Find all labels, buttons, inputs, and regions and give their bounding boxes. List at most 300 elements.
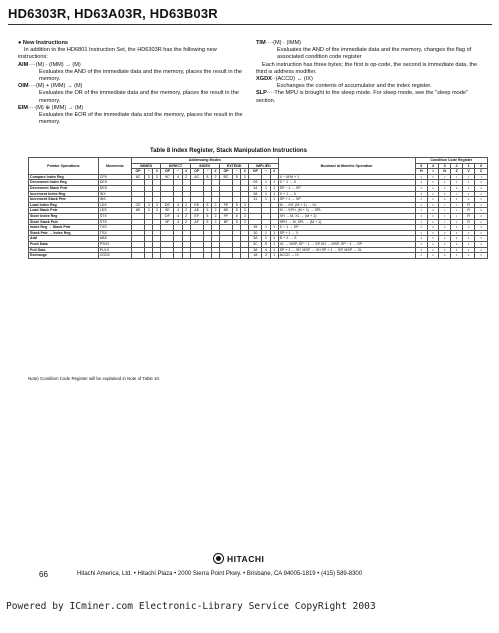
boolean-cell: ACCD ↔ IX xyxy=(278,253,415,259)
condition-code-cell: • xyxy=(427,197,438,203)
operation-cell: Load Stack Pntr xyxy=(29,208,99,214)
instruction-code: OIM xyxy=(18,83,29,90)
addressing-cell: 4 xyxy=(174,208,182,214)
operation-cell: Load Index Reg xyxy=(29,202,99,208)
header-sub-column: ~ xyxy=(203,169,211,175)
addressing-cell: 5 xyxy=(203,219,211,225)
addressing-cell: 3 xyxy=(145,208,153,214)
instruction-description: Evaluates the AND of the immediate data and the memory, places the result in the memory. xyxy=(39,68,242,83)
condition-code-cell: ↕ xyxy=(451,180,463,186)
addressing-cell: 08 xyxy=(249,191,262,197)
condition-code-cell: • xyxy=(415,191,427,197)
condition-code-cell: • xyxy=(475,185,488,191)
addressing-cell: 1 xyxy=(270,230,278,236)
hitachi-logo xyxy=(213,553,264,564)
boolean-cell: M → SPH, (M + 1) → SPL xyxy=(278,208,415,214)
condition-code-cell: • xyxy=(415,202,427,208)
condition-code-cell: • xyxy=(475,197,488,203)
addressing-cell: 5 xyxy=(233,213,241,219)
mnemonic-cell: XGDX xyxy=(98,253,131,259)
header-sub-column: # xyxy=(270,169,278,175)
instruction-formula: ····(M) ⊕ (IMM) → (M) xyxy=(27,104,84,111)
addressing-cell: 1 xyxy=(270,247,278,253)
operation-cell: Add xyxy=(29,236,99,242)
table-note: Note) Condition Code Register will be explained in Note of Table 10. xyxy=(28,376,161,381)
mnemonic-cell: CPX xyxy=(98,174,131,180)
addressing-cell: 3 xyxy=(145,174,153,180)
addressing-cell: 4 xyxy=(262,247,270,253)
operation-cell: Store Index Reg xyxy=(29,213,99,219)
condition-code-cell: • xyxy=(451,253,463,259)
condition-code-cell: • xyxy=(451,197,463,203)
addressing-cell: 3 xyxy=(241,174,249,180)
boolean-cell: X − 1 → X xyxy=(278,180,415,186)
boolean-cell: XH → M, XL → (M + 1) xyxy=(278,213,415,219)
header-mode: EXTEND xyxy=(219,163,248,169)
addressing-cell: BE xyxy=(219,208,232,214)
condition-code-cell: • xyxy=(427,219,438,225)
condition-code-cell: • xyxy=(427,236,438,242)
condition-code-cell: • xyxy=(439,197,451,203)
addressing-cell: 2 xyxy=(211,213,219,219)
addressing-cell xyxy=(219,253,232,259)
condition-code-cell: • xyxy=(415,180,427,186)
condition-code-cell: ↕ xyxy=(451,174,463,180)
addressing-cell: 35 xyxy=(249,225,262,231)
instruction-formula: ····The MPU is brought to the sleep mode. For sleep mode, see the "sleep mode" section. xyxy=(256,90,468,104)
header-sub-column: OP xyxy=(219,169,232,175)
condition-code-cell: • xyxy=(475,241,488,247)
addressing-cell: 4 xyxy=(174,174,182,180)
addressing-cell: 1 xyxy=(270,236,278,242)
addressing-cell: 09 xyxy=(249,180,262,186)
addressing-cell: 1 xyxy=(262,236,270,242)
addressing-cell xyxy=(132,253,145,259)
operation-cell: Increment Stack Pntr xyxy=(29,197,99,203)
header-sub-column: OP xyxy=(249,169,262,175)
addressing-cell: 5 xyxy=(233,202,241,208)
addressing-cell: 1 xyxy=(262,225,270,231)
addressing-cell xyxy=(211,253,219,259)
addressing-cell: 5 xyxy=(233,208,241,214)
header-sub-column: ~ xyxy=(145,169,153,175)
header-sub-column: OP xyxy=(132,169,145,175)
instruction-code: TIM xyxy=(256,40,266,46)
addressing-cell: 1 xyxy=(262,180,270,186)
addressing-cell: AF xyxy=(190,219,203,225)
addressing-cell: 3 xyxy=(153,174,161,180)
condition-code-cell: • xyxy=(462,185,474,191)
table-caption: Table 8 Index Register, Stack Manipulation Instructions xyxy=(150,148,307,154)
condition-code-cell: • xyxy=(451,247,463,253)
condition-code-cell: • xyxy=(415,185,427,191)
header-sub-column: ~ xyxy=(233,169,241,175)
addressing-cell xyxy=(145,253,153,259)
condition-code-cell: • xyxy=(475,191,488,197)
operation-cell: Index Reg → Stack Pntr xyxy=(29,225,99,231)
page-number: 66 xyxy=(39,570,48,579)
left-column xyxy=(18,40,246,126)
mnemonic-cell: STX xyxy=(98,213,131,219)
mnemonic-cell: LDS xyxy=(98,208,131,214)
page-title: HD6303R, HD63A03R, HD63B03R xyxy=(8,6,218,21)
instruction-formula: ··(ACCD) ↔ (IX) xyxy=(271,76,313,83)
header-sub-column: ~ xyxy=(262,169,270,175)
hitachi-logo-icon xyxy=(213,553,224,564)
boolean-cell: SP + 1 → SP xyxy=(278,197,415,203)
condition-code-cell: ↕ xyxy=(439,213,451,219)
condition-code-cell: ↕ xyxy=(439,208,451,214)
condition-code-cell: • xyxy=(415,174,427,180)
condition-code-cell: • xyxy=(415,219,427,225)
addressing-cell: AE xyxy=(190,208,203,214)
instruction-aim xyxy=(18,62,246,84)
condition-code-cell: • xyxy=(451,185,463,191)
condition-code-cell: R xyxy=(462,208,474,214)
mnemonic-cell: DEX xyxy=(98,180,131,186)
condition-code-cell: • xyxy=(475,225,488,231)
condition-code-cell: R xyxy=(462,202,474,208)
boolean-cell: M → XH, (M + 1) → XL xyxy=(278,202,415,208)
powered-by-footer: Powered by ICminer.com Electronic-Library Service CopyRight 2003 xyxy=(6,601,376,612)
condition-code-cell: ↕ xyxy=(451,208,463,214)
table-row xyxy=(29,253,488,259)
addressing-cell: 8C xyxy=(132,174,145,180)
header-pointer-operations: Pointer Operations xyxy=(29,158,99,175)
addressing-cell xyxy=(153,253,161,259)
addressing-cell: 1 xyxy=(270,241,278,247)
addressing-cell: 5 xyxy=(203,208,211,214)
addressing-cell: 2 xyxy=(211,202,219,208)
operation-cell: Decrement Stack Pntr xyxy=(29,185,99,191)
condition-code-cell: • xyxy=(439,180,451,186)
condition-code-cell: • xyxy=(439,241,451,247)
logo-text: HITACHI xyxy=(227,553,265,564)
header-mnemonic: Mnemonic xyxy=(98,158,131,175)
addressing-cell: 2 xyxy=(211,219,219,225)
condition-code-cell: • xyxy=(415,230,427,236)
addressing-cell: 5 xyxy=(203,174,211,180)
table-body xyxy=(29,174,488,258)
addressing-cell: 3 xyxy=(153,202,161,208)
addressing-cell: FF xyxy=(219,213,232,219)
condition-code-cell: • xyxy=(475,202,488,208)
condition-code-cell: • xyxy=(415,241,427,247)
mnemonic-cell: STS xyxy=(98,219,131,225)
addressing-cell: 2 xyxy=(211,208,219,214)
addressing-cell: 4 xyxy=(174,202,182,208)
addressing-cell: 1 xyxy=(262,185,270,191)
condition-code-cell: • xyxy=(427,230,438,236)
byte-format-note: Each instruction has three bytes; the first is op-code, the second is immediate data, the third is address modifier. xyxy=(256,61,478,75)
mnemonic-cell: PULX xyxy=(98,247,131,253)
operation-cell: Increment Index Reg xyxy=(29,191,99,197)
addressing-cell: 9E xyxy=(161,208,174,214)
condition-code-cell: • xyxy=(439,185,451,191)
right-column xyxy=(256,40,482,105)
condition-code-cell: • xyxy=(415,236,427,242)
boolean-cell: SP + 1 → X xyxy=(278,230,415,236)
condition-code-cell: • xyxy=(475,213,488,219)
mnemonic-cell: LDX xyxy=(98,202,131,208)
header-cc-flag: N xyxy=(439,169,451,175)
condition-code-cell: • xyxy=(475,219,488,225)
condition-code-cell: • xyxy=(427,191,438,197)
header-addressing-modes: Addressing Modes xyxy=(132,158,279,164)
boolean-cell: B + X → X xyxy=(278,236,415,242)
addressing-cell: 4 xyxy=(174,213,182,219)
header-cc-flag: V xyxy=(462,169,474,175)
condition-code-cell: ↕ xyxy=(439,174,451,180)
addressing-cell: 2 xyxy=(182,174,190,180)
addressing-cell: 3 xyxy=(241,208,249,214)
addressing-cell: 1 xyxy=(262,230,270,236)
header-boolean: Boolean/ Arithmetic Operation xyxy=(278,158,415,175)
header-sub-column: # xyxy=(241,169,249,175)
header-cc-bit: 0 xyxy=(475,163,488,169)
condition-code-cell: • xyxy=(439,236,451,242)
condition-code-cell: • xyxy=(475,208,488,214)
operation-cell: Exchange xyxy=(29,253,99,259)
operation-cell: Decrement Index Reg xyxy=(29,180,99,186)
addressing-cell: 2 xyxy=(211,174,219,180)
condition-code-cell: ↕ xyxy=(451,219,463,225)
addressing-cell xyxy=(161,253,174,259)
instruction-description: Evaluates the OR of the immediate data and the memory, places the result in the memory. xyxy=(39,90,239,104)
operation-cell: Push Data xyxy=(29,241,99,247)
condition-code-cell: • xyxy=(415,225,427,231)
addressing-cell: 3A xyxy=(249,236,262,242)
condition-code-cell: • xyxy=(451,230,463,236)
addressing-cell: 2 xyxy=(262,253,270,259)
addressing-cell: 5 xyxy=(203,202,211,208)
condition-code-cell: • xyxy=(427,174,438,180)
condition-code-cell: • xyxy=(427,241,438,247)
condition-code-cell: • xyxy=(475,236,488,242)
addressing-cell xyxy=(241,253,249,259)
instruction-oim xyxy=(18,83,246,105)
addressing-cell: 5 xyxy=(262,241,270,247)
condition-code-cell: • xyxy=(415,247,427,253)
addressing-cell: DF xyxy=(161,213,174,219)
condition-code-cell: • xyxy=(451,225,463,231)
condition-code-cell: R xyxy=(462,219,474,225)
boolean-cell: X + 1 → X xyxy=(278,191,415,197)
addressing-cell: 3 xyxy=(241,219,249,225)
condition-code-cell: • xyxy=(451,241,463,247)
addressing-cell: 5 xyxy=(203,213,211,219)
condition-code-cell: • xyxy=(475,230,488,236)
header-sub-column: # xyxy=(153,169,161,175)
addressing-cell: BC xyxy=(219,174,232,180)
instruction-slp xyxy=(256,90,482,104)
header-condition-code: Condition Code Register xyxy=(415,158,487,164)
header-cc-flag: Z xyxy=(451,169,463,175)
addressing-cell xyxy=(182,253,190,259)
intro-text: In addition to the HD6801 Instruction Set, the HD6303R has the following new instructions: xyxy=(18,47,217,61)
mnemonic-cell: DES xyxy=(98,185,131,191)
addressing-cell: 18 xyxy=(249,253,262,259)
addressing-cell: 1 xyxy=(270,185,278,191)
condition-code-cell: • xyxy=(475,247,488,253)
instruction-code: SLP xyxy=(256,90,267,97)
condition-code-cell: • xyxy=(462,230,474,236)
condition-code-cell: • xyxy=(462,236,474,242)
addressing-cell: 1 xyxy=(270,197,278,203)
boolean-cell: SPH → M, SPL → (M + 1) xyxy=(278,219,415,225)
header-cc-flag: C xyxy=(475,169,488,175)
condition-code-cell: • xyxy=(451,236,463,242)
instruction-table xyxy=(28,157,488,259)
addressing-cell: 31 xyxy=(249,197,262,203)
addressing-cell: 5 xyxy=(233,174,241,180)
condition-code-cell: ↕ xyxy=(451,213,463,219)
addressing-cell: 3 xyxy=(153,208,161,214)
header-sub-column: OP xyxy=(190,169,203,175)
instruction-description: Evaluates the EOR of the immediate data and the memory, places the result in the memory. xyxy=(39,112,243,126)
header-mode: INDEX xyxy=(190,163,219,169)
instruction-eim xyxy=(18,105,246,127)
addressing-cell: AC xyxy=(190,174,203,180)
condition-code-cell: • xyxy=(427,185,438,191)
condition-code-cell: • xyxy=(427,202,438,208)
condition-code-cell: • xyxy=(439,225,451,231)
condition-code-cell: ↕ xyxy=(451,202,463,208)
header-mode: DIRECT xyxy=(161,163,190,169)
addressing-cell: 2 xyxy=(182,208,190,214)
header-sub-column: # xyxy=(182,169,190,175)
condition-code-cell: ↕ xyxy=(451,191,463,197)
condition-code-cell: • xyxy=(475,253,488,259)
addressing-cell: FE xyxy=(219,202,232,208)
operation-cell: Stack Pntr → Index Reg xyxy=(29,230,99,236)
addressing-cell: EE xyxy=(190,202,203,208)
header-sub-column: ~ xyxy=(174,169,182,175)
addressing-cell: 8E xyxy=(132,208,145,214)
header-divider xyxy=(8,24,492,25)
condition-code-cell: • xyxy=(439,191,451,197)
addressing-cell: 1 xyxy=(270,225,278,231)
addressing-cell: CE xyxy=(132,202,145,208)
operation-cell: Compare Index Reg xyxy=(29,174,99,180)
mnemonic-cell: INS xyxy=(98,197,131,203)
header-cc-bit: 1 xyxy=(462,163,474,169)
instruction-formula: ····(M) · (IMM) xyxy=(265,40,302,46)
condition-code-cell: • xyxy=(462,191,474,197)
instruction-code: XGDX xyxy=(256,76,272,83)
addressing-cell: 5 xyxy=(233,219,241,225)
condition-code-cell: ↕ xyxy=(475,174,488,180)
boolean-cell: X − 1 → SP xyxy=(278,225,415,231)
condition-code-cell: ↕ xyxy=(462,174,474,180)
addressing-cell: 1 xyxy=(262,197,270,203)
instruction-xgdx xyxy=(256,76,482,90)
header-cc-bit: 2 xyxy=(451,163,463,169)
instruction-tim xyxy=(256,40,482,62)
condition-code-cell: • xyxy=(439,247,451,253)
condition-code-cell: • xyxy=(427,180,438,186)
addressing-cell xyxy=(233,253,241,259)
addressing-cell: 3 xyxy=(145,202,153,208)
section-heading: ● New Instructions xyxy=(18,40,68,46)
addressing-cell xyxy=(190,253,203,259)
mnemonic-cell: PSHX xyxy=(98,241,131,247)
instruction-description: Exchanges the contents of accumulator and the index register. xyxy=(277,83,432,90)
addressing-cell: 4 xyxy=(174,219,182,225)
addressing-cell: 2 xyxy=(182,213,190,219)
condition-code-cell: • xyxy=(415,253,427,259)
addressing-cell: 34 xyxy=(249,185,262,191)
addressing-cell: 2 xyxy=(182,202,190,208)
header-cc-bit: 5 xyxy=(415,163,427,169)
condition-code-cell: • xyxy=(427,225,438,231)
condition-code-cell: • xyxy=(415,208,427,214)
boolean-cell: SP + 1 → SP, MSP → XH SP + 1 → SP, MSP → XL xyxy=(278,247,415,253)
instruction-code: EIM xyxy=(18,104,28,111)
operation-cell: Pull Data xyxy=(29,247,99,253)
instruction-formula: ····(M) + (IMM) → (M) xyxy=(28,83,83,90)
condition-code-cell: • xyxy=(462,247,474,253)
condition-code-cell: • xyxy=(462,241,474,247)
boolean-cell: X − M:M + 1 xyxy=(278,174,415,180)
mnemonic-cell: INX xyxy=(98,191,131,197)
header-cc-flag: I xyxy=(427,169,438,175)
instruction-code: AIM xyxy=(18,61,29,68)
addressing-cell: 1 xyxy=(270,253,278,259)
header-mode: IMPLIED xyxy=(249,163,278,169)
mnemonic-cell: TSX xyxy=(98,230,131,236)
header-cc-flag: H xyxy=(415,169,427,175)
condition-code-cell: • xyxy=(475,180,488,186)
boolean-cell: XL → MSP, SP − 1 → SP XH → MSP, SP − 1 → SP xyxy=(278,241,415,247)
addressing-cell: 9F xyxy=(161,219,174,225)
addressing-cell xyxy=(203,253,211,259)
addressing-cell: 1 xyxy=(270,191,278,197)
addressing-cell: 3C xyxy=(249,241,262,247)
addressing-cell xyxy=(174,253,182,259)
addressing-cell: EF xyxy=(190,213,203,219)
condition-code-cell: • xyxy=(439,253,451,259)
addressing-cell: 3 xyxy=(241,202,249,208)
condition-code-cell: • xyxy=(462,253,474,259)
addressing-cell: 2 xyxy=(182,219,190,225)
instruction-formula: ····(M) · (IMM) → (M) xyxy=(28,61,81,68)
condition-code-cell: • xyxy=(462,180,474,186)
instruction-description: Evaluates the AND of the immediate data and the memory, changes the flag of associated condition code register xyxy=(277,47,472,61)
header-cc-bit: 4 xyxy=(427,163,438,169)
addressing-cell: BF xyxy=(219,219,232,225)
addressing-cell: DE xyxy=(161,202,174,208)
condition-code-cell: • xyxy=(439,230,451,236)
mnemonic-cell: ABX xyxy=(98,236,131,242)
mnemonic-cell: TXS xyxy=(98,225,131,231)
header-sub-column: # xyxy=(211,169,219,175)
addressing-cell: 38 xyxy=(249,247,262,253)
addressing-cell: 30 xyxy=(249,230,262,236)
condition-code-cell: • xyxy=(462,197,474,203)
header-cc-bit: 3 xyxy=(439,163,451,169)
operation-cell: Store Stack Pntr xyxy=(29,219,99,225)
condition-code-cell: • xyxy=(427,253,438,259)
condition-code-cell: • xyxy=(462,225,474,231)
condition-code-cell: R xyxy=(462,213,474,219)
boolean-cell: SP − 1 → SP xyxy=(278,185,415,191)
header-sub-column: OP xyxy=(161,169,174,175)
header-mode: IMMED xyxy=(132,163,161,169)
condition-code-cell: • xyxy=(415,197,427,203)
addressing-cell: 9C xyxy=(161,174,174,180)
footer-address: Hitachi America, Ltd. • Hitachi Plaza • 2000 Sierra Point Pkwy. • Brisbane, CA 94005-1819 • (415) 589-8300 xyxy=(77,571,363,577)
